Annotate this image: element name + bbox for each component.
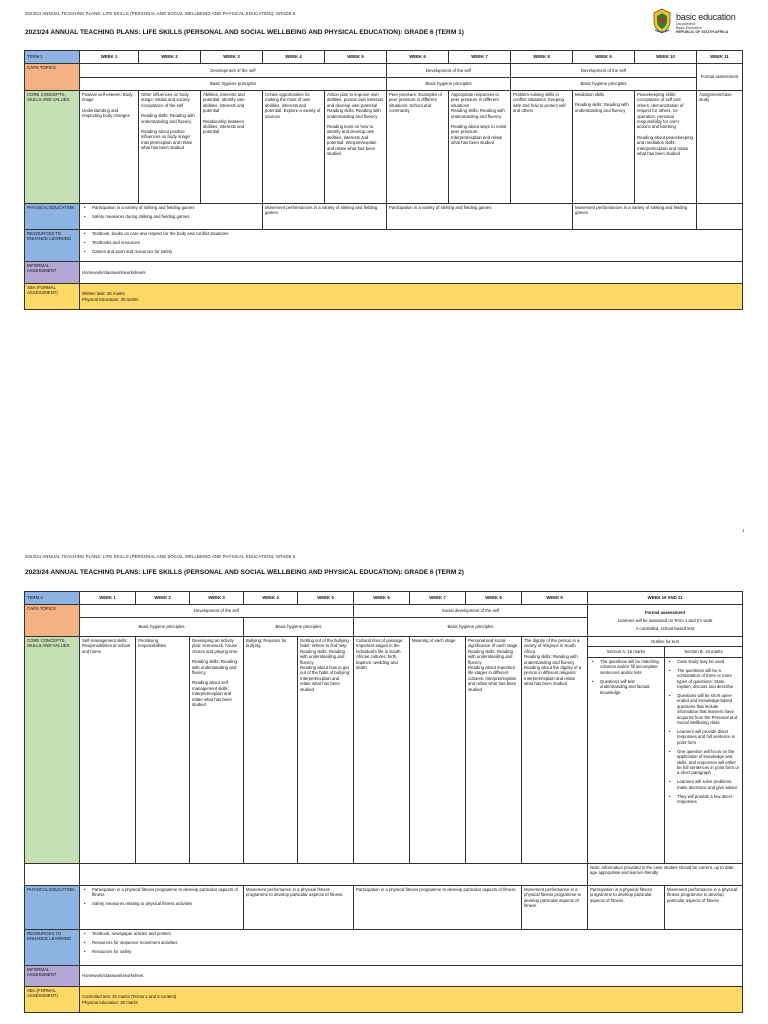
core-cell-week-1: Self-management skills: Responsibilities at school and home — [80, 637, 136, 864]
week-header: WEEK 1 — [80, 51, 139, 64]
informal-assessment-row — [25, 262, 743, 284]
sba-cell: Controlled test: 30 marks (Terms 1 and 2 content) Physical education: 30 marks — [80, 987, 743, 1013]
formal-assessment-cell: Formal assessment Learners will be assessed on Term 1 and 2's work A controlled, school-based test — [588, 605, 743, 637]
week-header: WEEK 5 — [325, 51, 387, 64]
pe-cell: • Participation in a variety of striking and fielding games • Safety measures during striking and fielding games — [80, 204, 263, 230]
resources-row — [25, 230, 743, 262]
logo-name: basic education — [676, 12, 736, 22]
core-concepts-row — [25, 91, 743, 204]
topic-cell: Basic hygiene principles — [511, 78, 697, 91]
core-cell-week-7: Meaning of each stage — [410, 637, 466, 864]
core-cell-week-9: The dignity of the person in a variety of religions in South Africa Reading skills: Reading with understanding and fluency Reading about the dignity of a person in different religions: Interpret/explain and relate what has been studied — [522, 637, 588, 864]
empty-cell — [80, 864, 588, 886]
week-header: WEEK 6 — [354, 592, 410, 605]
topic-cell: Basic hygiene principles — [244, 618, 354, 637]
section-a-cell: • The questions will be matching columns and/or fill in/complete sentences and/or lists • Questions will test understanding and factual knowledge — [588, 658, 665, 864]
topic-cell: Development of the self — [511, 64, 697, 78]
physical-education-row — [25, 886, 743, 930]
week-header: WEEK 3 — [201, 51, 263, 64]
core-concepts-label: CORE CONCEPTS, SKILLS AND VALUES — [25, 91, 80, 204]
informal-cell: Homework/classwork/worksheet — [80, 966, 743, 987]
week-header: WEEK 5 — [298, 592, 354, 605]
term-1-table — [24, 50, 743, 310]
week-header: WEEK 11 — [697, 51, 743, 64]
empty-cell — [25, 864, 80, 886]
week-header: WEEK 6 — [387, 51, 449, 64]
informal-cell: Homework/classwork/worksheets — [80, 262, 743, 284]
caps-topics-label: CAPS TOPICS — [25, 605, 80, 637]
core-cell-week-3: Developing an activity plan: Homework, house chores and playing time Reading skills: Reading with understanding and fluency Reading about self-management skills: Interpret/explain and relate what has been studied — [190, 637, 244, 864]
week-header: WEEK 2 — [139, 51, 201, 64]
core-cell-week-2: Other influences on body image: Media and society Acceptance of the self Reading skills: Reading with understanding and fluency Reading about positive influences on body image: Interpret/explain and relate what has been studied — [139, 91, 201, 204]
core-cell-week-8: Problem-solving skills in conflict situations: Keeping safe and how to protect self and others — [511, 91, 573, 204]
week-header: WEEK 7 — [410, 592, 466, 605]
pe-cell: Participation in a physical fitness programme to develop particular aspects of fitness — [354, 886, 522, 930]
running-header: 2023/24 ANNUAL TEACHING PLANS: LIFE SKILLS (PERSONAL AND SOCIAL WELLBEING AND PHYSICAL EDUCATION): GRADE 6 — [25, 11, 296, 16]
section-b-cell: • Case study may be used • The questions will be a combination of three or more types of questions: State, explain, discuss and describe • Questions will be short open-ended and knowledge-based questions that include information that learners have acquired from the Personal and Social Wellbeing class • Learners will provide direct responses and full sentence in point form • One question will focus on the application of knowledge and skills, and responses will either be full sentences in point form or a short paragraph • Learners will solve problems, make decisions and give advice • They will provide a few direct responses — [665, 658, 743, 864]
core-cell-week-1: Positive self-esteem: Body image Understanding and respecting body changes — [80, 91, 139, 204]
informal-assessment-row — [25, 966, 743, 987]
topic-cell: Basic hygiene principles — [354, 618, 588, 637]
pe-cell: Movement performances in a variety of striking and fielding games — [263, 204, 387, 230]
week-header: WEEK 10 AND 11 — [588, 592, 743, 605]
sba-cell: Written task: 30 marks Physical Education: 30 marks — [80, 284, 743, 310]
week-header: WEEK 8 — [511, 51, 573, 64]
week-header: WEEK 10 — [635, 51, 697, 64]
term-1-title: 2023/24 ANNUAL TEACHING PLANS: LIFE SKILLS (PERSONAL AND SOCIAL WELLBEING AND PHYSICAL EDUCATION): GRADE 6 (TERM 1) — [25, 29, 465, 36]
core-concepts-label: CORE CONCEPTS, SKILLS AND VALUES — [25, 637, 80, 864]
sba-row — [25, 284, 743, 310]
pe-label: PHYSICAL EDUCATION — [25, 886, 80, 930]
sba-label: SBA (FORMAL ASSESSMENT) — [25, 284, 80, 310]
topic-cell: Development of the self — [80, 64, 387, 78]
core-cell-week-10: Peacekeeping skills: Acceptance of self and others, demonstration of respect for others, co-operation, personal responsibility for one's actions and listening Reading about peacekeeping and mediation skills: Interpret/explain and relate what has been studied — [635, 91, 697, 204]
empty-cell — [697, 204, 743, 230]
hygiene-row — [25, 78, 743, 91]
core-cell-week-5: Getting out of the bullying habit: Where to find help Reading skills: Reading with understanding and fluency Reading about how to get out of the habit of bullying: Interpret/explain and relate what has been studied — [298, 637, 354, 864]
core-cell-week-6: Cultural rites of passage: Important stages in the individual's life in South African cultures: birth, baptism, wedding and death — [354, 637, 410, 864]
term-2-title: 2023/24 ANNUAL TEACHING PLANS: LIFE SKILLS (PERSONAL AND SOCIAL WELLBEING AND PHYSICAL EDUCATION): GRADE 6 (TERM 2) — [25, 569, 465, 576]
running-header: 2023/24 ANNUAL TEACHING PLANS: LIFE SKILLS (PERSONAL AND SOCIAL WELLBEING AND PHYSICAL EDUCATION): GRADE 6 — [25, 554, 296, 559]
informal-label: INFORMAL ASSESSMENT — [25, 966, 80, 987]
pe-cell: Movement performances in a variety of striking and fielding games — [573, 204, 697, 230]
caps-topics-label: CAPS TOPICS — [25, 64, 80, 91]
core-cell-week-7: Appropriate responses to peer pressure in different situations Reading skills: Reading with understanding and fluency Reading about ways to resist peer pressure: Interpret/explain and relate what has been studied — [449, 91, 511, 204]
week-header: WEEK 4 — [263, 51, 325, 64]
caps-topics-row — [25, 605, 743, 618]
topic-cell: Development of the self — [387, 64, 511, 78]
section-a-header: Section A: 15 marks — [588, 647, 665, 658]
resources-label: RESOURCES TO ENHANCE LEARNING — [25, 230, 80, 262]
pe-cell: Movement performance in a physical fitness programme to develop particular aspects of fitness — [665, 886, 743, 930]
core-cell-week-5: Action plan to improve own abilities, pursue own interests and develop own potential Reading skills: Reading with understanding and fluency Reading texts on how to identify and develop own abilities, interests and potential: Interpret/explain and relate what has been studied — [325, 91, 387, 204]
week-header: WEEK 9 — [522, 592, 588, 605]
week-header: WEEK 2 — [136, 592, 190, 605]
core-cell-week-4: Bullying: Reasons for bullying — [244, 637, 298, 864]
caps-topics-row — [25, 64, 743, 78]
coat-of-arms-icon — [651, 8, 673, 34]
core-cell-week-2: Prioritising responsibilities — [136, 637, 190, 864]
topic-cell: Development of the self — [80, 605, 354, 618]
page-term-2 — [0, 540, 768, 1024]
informal-label: INFORMAL ASSESSMENT — [25, 262, 80, 284]
week-header: WEEK 9 — [573, 51, 635, 64]
week-header: WEEK 4 — [244, 592, 298, 605]
core-cell-week-11: Assignment/case study — [697, 91, 743, 204]
week-header: WEEK 7 — [449, 51, 511, 64]
resources-cell: • Textbook, newspaper articles and posters • Resources for sequence movement activities • Resources for safety — [80, 930, 743, 966]
outline-note: Note: Information provided in the case studies should be current, up to date, age appropriate and learner-friendly — [588, 864, 743, 886]
resources-cell: • Textbook, books on care and respect for the body and conflict situations • Textbooks and resources • Games and sport and resources for safety — [80, 230, 743, 262]
topic-cell: Basic hygiene principles — [387, 78, 511, 91]
pe-cell: Movement performance in a physical fitness programme to develop particular aspects of fitness. — [244, 886, 354, 930]
topic-cell: Basic hygiene principles — [80, 618, 244, 637]
week-header-row — [25, 592, 743, 605]
physical-education-row — [25, 204, 743, 230]
basic-education-logo — [651, 8, 768, 38]
week-header: WEEK 1 — [80, 592, 136, 605]
week-header: WEEK 3 — [190, 592, 244, 605]
pe-cell: Participation in a physical fitness programme to develop particular aspects of fitness — [588, 886, 665, 930]
resources-row — [25, 930, 743, 966]
resources-label: RESOURCES TO ENHANCE LEARNING — [25, 930, 80, 966]
sba-label: SBA (FORMAL ASSESSMENT) — [25, 987, 80, 1013]
topic-cell: Basic hygiene principles — [80, 78, 387, 91]
pe-cell: Movement performance in a physical fitness programme to develop particular aspects of fitness — [522, 886, 588, 930]
topic-cell: Social development of the self — [354, 605, 588, 618]
term-label: TERM 2 — [25, 592, 80, 605]
formal-assessment-cell: Formal assessment — [697, 64, 743, 91]
page-number: 1 — [742, 528, 745, 533]
core-cell-week-3: Abilities, interests and potential: Identify own abilities, interests and potential Relationship between abilities, interests and potential — [201, 91, 263, 204]
pe-cell: • Participation in a physical fitness programme to develop particular aspects of fitness • Safety measures relating to physical fitness activities — [80, 886, 244, 930]
pe-label: PHYSICAL EDUCATION — [25, 204, 80, 230]
logo-subtitle: Department: Basic Education REPUBLIC OF SOUTH AFRICA — [676, 22, 729, 34]
core-cell-week-6: Peer pressure: Examples of peer pressure in different situations: School and community — [387, 91, 449, 204]
term-2-table — [24, 591, 743, 1013]
outline-note-row — [25, 864, 743, 886]
section-b-header: Section B: 15 marks — [665, 647, 743, 658]
core-concepts-row — [25, 637, 743, 647]
outline-title: Outline for test — [588, 637, 743, 647]
week-header-row — [25, 51, 743, 64]
sba-row — [25, 987, 743, 1013]
core-cell-week-4: Create opportunities for making the most of own abilities, interests and potential: Explore a variety of sources — [263, 91, 325, 204]
core-cell-week-8: Personal and social significance of each stage Reading skills: Reading with understanding and fluency Reading about important life stages in different cultures: Interpret/explain and relate what has been studied — [466, 637, 522, 864]
core-cell-week-9: Mediation skills Reading skills: Reading with understanding and fluency — [573, 91, 635, 204]
week-header: WEEK 8 — [466, 592, 522, 605]
term-label: TERM 1 — [25, 51, 80, 64]
pe-cell: Participation in a variety of striking and fielding games — [387, 204, 573, 230]
